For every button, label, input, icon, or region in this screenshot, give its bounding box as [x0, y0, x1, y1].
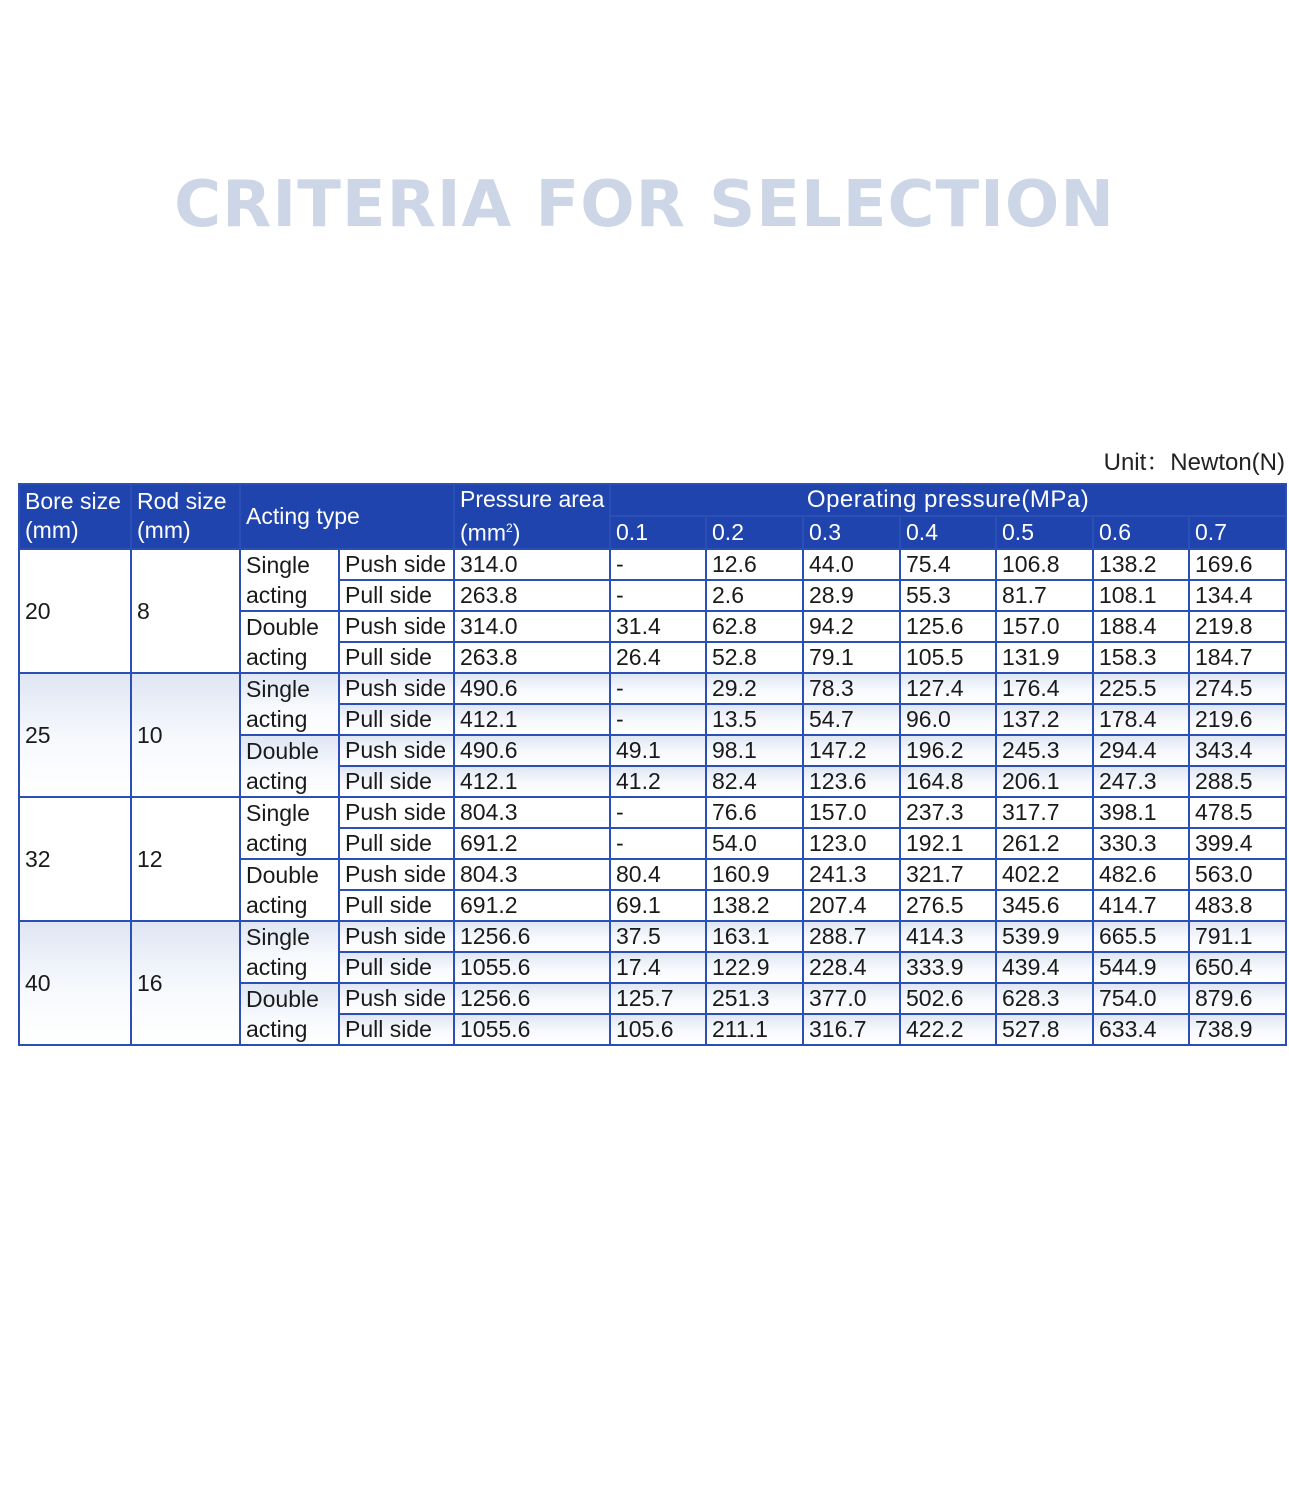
force-value-cell: 316.7: [803, 1014, 900, 1045]
pressure-area-cell: 1256.6: [454, 921, 610, 952]
force-value-cell: 414.3: [900, 921, 996, 952]
force-value-cell: 247.3: [1093, 766, 1189, 797]
force-value-cell: 628.3: [996, 983, 1093, 1014]
unit-label: Unit：Newton(N): [1103, 449, 1285, 476]
acting-type-word: acting: [246, 581, 308, 608]
pressure-area-cell: 412.1: [454, 704, 610, 735]
force-value-cell: 54.0: [706, 828, 803, 859]
pressure-area-cell: 691.2: [454, 828, 610, 859]
pressure-area-cell: 412.1: [454, 766, 610, 797]
pressure-area-cell: 263.8: [454, 642, 610, 673]
rod-size-cell: 16: [131, 921, 240, 1045]
force-value-cell: 96.0: [900, 704, 996, 735]
bore-group: [19, 549, 1286, 673]
rod-size-cell: 10: [131, 673, 240, 797]
force-value-cell: 127.4: [900, 673, 996, 704]
header-pressure-value: 0.2: [706, 516, 803, 548]
force-value-cell: 160.9: [706, 859, 803, 890]
force-value-cell: 2.6: [706, 580, 803, 611]
force-value-cell: -: [610, 580, 706, 611]
acting-type-word: acting: [246, 767, 308, 794]
pressure-area-cell: 1256.6: [454, 983, 610, 1014]
pressure-area-cell: 804.3: [454, 797, 610, 828]
bore-size-cell: 20: [19, 549, 131, 673]
side-cell: Push side: [339, 611, 454, 642]
force-value-cell: 665.5: [1093, 921, 1189, 952]
header-pressure-value: 0.3: [803, 516, 900, 548]
force-value-cell: 422.2: [900, 1014, 996, 1045]
force-value-cell: 241.3: [803, 859, 900, 890]
acting-type-word: acting: [246, 1015, 308, 1042]
force-value-cell: 879.6: [1189, 983, 1286, 1014]
force-value-cell: -: [610, 797, 706, 828]
force-value-cell: 147.2: [803, 735, 900, 766]
force-value-cell: 76.6: [706, 797, 803, 828]
force-value-cell: 69.1: [610, 890, 706, 921]
force-value-cell: 157.0: [996, 611, 1093, 642]
force-value-cell: 131.9: [996, 642, 1093, 673]
force-value-cell: 163.1: [706, 921, 803, 952]
force-value-cell: 225.5: [1093, 673, 1189, 704]
side-cell: Push side: [339, 797, 454, 828]
force-value-cell: 237.3: [900, 797, 996, 828]
table-row: [19, 797, 1286, 828]
side-cell: Pull side: [339, 704, 454, 735]
rod-size-cell: 8: [131, 549, 240, 673]
force-value-cell: 75.4: [900, 549, 996, 580]
header-rod-size-unit: (mm): [137, 517, 191, 544]
pressure-area-cell: 1055.6: [454, 1014, 610, 1045]
side-cell: Push side: [339, 549, 454, 580]
force-value-cell: 288.7: [803, 921, 900, 952]
force-value-cell: 527.8: [996, 1014, 1093, 1045]
acting-type-word: Double: [246, 737, 319, 764]
force-value-cell: 439.4: [996, 952, 1093, 983]
side-cell: Pull side: [339, 766, 454, 797]
force-value-cell: 483.8: [1189, 890, 1286, 921]
force-value-cell: 26.4: [610, 642, 706, 673]
side-cell: Push side: [339, 673, 454, 704]
pressure-area-cell: 263.8: [454, 580, 610, 611]
force-value-cell: 207.4: [803, 890, 900, 921]
side-cell: Push side: [339, 921, 454, 952]
acting-type-word: Single: [246, 799, 310, 826]
acting-type-cell: [240, 673, 339, 735]
acting-type-cell: [240, 549, 339, 611]
force-value-cell: 80.4: [610, 859, 706, 890]
force-value-cell: 55.3: [900, 580, 996, 611]
force-value-cell: 399.4: [1189, 828, 1286, 859]
force-value-cell: 37.5: [610, 921, 706, 952]
header-pressure-area-unit-open: (mm: [460, 519, 506, 546]
header-bore-size-label: Bore size: [25, 488, 121, 515]
force-value-cell: 539.9: [996, 921, 1093, 952]
force-value-cell: 228.4: [803, 952, 900, 983]
force-value-cell: 219.8: [1189, 611, 1286, 642]
force-value-cell: 184.7: [1189, 642, 1286, 673]
force-value-cell: 206.1: [996, 766, 1093, 797]
bore-group: [19, 921, 1286, 1045]
acting-type-cell: [240, 735, 339, 797]
force-value-cell: 125.6: [900, 611, 996, 642]
force-value-cell: 138.2: [706, 890, 803, 921]
force-value-cell: 633.4: [1093, 1014, 1189, 1045]
bore-size-cell: 32: [19, 797, 131, 921]
header-bore-size: [19, 484, 131, 549]
force-value-cell: 28.9: [803, 580, 900, 611]
force-value-cell: 108.1: [1093, 580, 1189, 611]
force-value-cell: 482.6: [1093, 859, 1189, 890]
force-value-cell: 98.1: [706, 735, 803, 766]
acting-type-word: Single: [246, 675, 310, 702]
table-row: [19, 549, 1286, 580]
header-pressure-area-label: Pressure area: [460, 486, 605, 512]
force-value-cell: 188.4: [1093, 611, 1189, 642]
force-value-cell: 49.1: [610, 735, 706, 766]
force-value-cell: 274.5: [1189, 673, 1286, 704]
side-cell: Pull side: [339, 890, 454, 921]
force-value-cell: 122.9: [706, 952, 803, 983]
force-value-cell: 41.2: [610, 766, 706, 797]
force-value-cell: 29.2: [706, 673, 803, 704]
side-cell: Push side: [339, 735, 454, 766]
pressure-area-cell: 691.2: [454, 890, 610, 921]
acting-type-word: Single: [246, 923, 310, 950]
acting-type-word: acting: [246, 829, 308, 856]
force-value-cell: 321.7: [900, 859, 996, 890]
force-value-cell: 343.4: [1189, 735, 1286, 766]
acting-type-word: Double: [246, 861, 319, 888]
force-value-cell: 192.1: [900, 828, 996, 859]
force-value-cell: 754.0: [1093, 983, 1189, 1014]
force-value-cell: 17.4: [610, 952, 706, 983]
table-row: [19, 921, 1286, 952]
force-value-cell: 330.3: [1093, 828, 1189, 859]
force-value-cell: 82.4: [706, 766, 803, 797]
pressure-area-cell: 490.6: [454, 735, 610, 766]
bore-group: [19, 797, 1286, 921]
force-value-cell: 345.6: [996, 890, 1093, 921]
force-value-cell: 176.4: [996, 673, 1093, 704]
force-value-cell: 377.0: [803, 983, 900, 1014]
acting-type-cell: [240, 921, 339, 983]
force-value-cell: 196.2: [900, 735, 996, 766]
header-pressure-area-exponent: 2: [506, 521, 513, 535]
force-value-cell: 157.0: [803, 797, 900, 828]
force-value-cell: 44.0: [803, 549, 900, 580]
acting-type-word: Double: [246, 613, 319, 640]
force-value-cell: 414.7: [1093, 890, 1189, 921]
force-value-cell: 178.4: [1093, 704, 1189, 735]
bore-group: [19, 673, 1286, 797]
side-cell: Pull side: [339, 1014, 454, 1045]
side-cell: Pull side: [339, 642, 454, 673]
header-pressure-value: 0.7: [1189, 516, 1286, 548]
force-value-cell: 105.6: [610, 1014, 706, 1045]
cylinder-force-table: [18, 483, 1287, 1046]
acting-type-cell: [240, 859, 339, 921]
header-pressure-area-unit-close: ): [512, 519, 521, 546]
force-value-cell: 13.5: [706, 704, 803, 735]
force-value-cell: 276.5: [900, 890, 996, 921]
page-title: CRITERIA FOR SELECTION: [174, 168, 1115, 242]
acting-type-word: acting: [246, 705, 308, 732]
force-value-cell: 738.9: [1189, 1014, 1286, 1045]
force-value-cell: 123.0: [803, 828, 900, 859]
force-value-cell: 52.8: [706, 642, 803, 673]
force-value-cell: 12.6: [706, 549, 803, 580]
side-cell: Pull side: [339, 580, 454, 611]
force-value-cell: 261.2: [996, 828, 1093, 859]
force-value-cell: 317.7: [996, 797, 1093, 828]
header-pressure-area: [454, 484, 610, 549]
side-cell: Pull side: [339, 828, 454, 859]
force-value-cell: 478.5: [1189, 797, 1286, 828]
rod-size-cell: 12: [131, 797, 240, 921]
force-value-cell: 54.7: [803, 704, 900, 735]
force-value-cell: 791.1: [1189, 921, 1286, 952]
acting-type-word: Double: [246, 985, 319, 1012]
force-value-cell: 31.4: [610, 611, 706, 642]
force-value-cell: 398.1: [1093, 797, 1189, 828]
force-value-cell: 169.6: [1189, 549, 1286, 580]
force-value-cell: 219.6: [1189, 704, 1286, 735]
bore-size-cell: 25: [19, 673, 131, 797]
header-acting-type: Acting type: [240, 484, 454, 549]
force-value-cell: -: [610, 704, 706, 735]
force-value-cell: 94.2: [803, 611, 900, 642]
force-value-cell: 134.4: [1189, 580, 1286, 611]
pressure-area-cell: 1055.6: [454, 952, 610, 983]
acting-type-cell: [240, 983, 339, 1045]
header-operating-pressure: Operating pressure(MPa): [610, 484, 1286, 516]
pressure-area-cell: 490.6: [454, 673, 610, 704]
force-value-cell: 164.8: [900, 766, 996, 797]
force-value-cell: 81.7: [996, 580, 1093, 611]
force-value-cell: 502.6: [900, 983, 996, 1014]
acting-type-word: acting: [246, 643, 308, 670]
table-row: [19, 673, 1286, 704]
header-pressure-value: 0.5: [996, 516, 1093, 548]
force-value-cell: 125.7: [610, 983, 706, 1014]
force-value-cell: 650.4: [1189, 952, 1286, 983]
acting-type-word: acting: [246, 891, 308, 918]
force-value-cell: -: [610, 828, 706, 859]
side-cell: Pull side: [339, 952, 454, 983]
acting-type-cell: [240, 797, 339, 859]
force-value-cell: 62.8: [706, 611, 803, 642]
header-pressure-value: 0.4: [900, 516, 996, 548]
force-value-cell: 78.3: [803, 673, 900, 704]
pressure-area-cell: 804.3: [454, 859, 610, 890]
force-value-cell: 288.5: [1189, 766, 1286, 797]
header-pressure-value: 0.6: [1093, 516, 1189, 548]
force-value-cell: 105.5: [900, 642, 996, 673]
header-rod-size: [131, 484, 240, 549]
pressure-area-cell: 314.0: [454, 611, 610, 642]
force-value-cell: 245.3: [996, 735, 1093, 766]
header-bore-size-unit: (mm): [25, 517, 79, 544]
header-row: [19, 484, 1286, 516]
acting-type-word: acting: [246, 953, 308, 980]
force-value-cell: -: [610, 549, 706, 580]
acting-type-cell: [240, 611, 339, 673]
force-value-cell: 79.1: [803, 642, 900, 673]
force-value-cell: 123.6: [803, 766, 900, 797]
force-value-cell: 563.0: [1189, 859, 1286, 890]
pressure-area-cell: 314.0: [454, 549, 610, 580]
force-value-cell: 137.2: [996, 704, 1093, 735]
force-value-cell: 106.8: [996, 549, 1093, 580]
force-value-cell: 138.2: [1093, 549, 1189, 580]
header-rod-size-label: Rod size: [137, 488, 227, 515]
force-value-cell: 544.9: [1093, 952, 1189, 983]
acting-type-word: Single: [246, 551, 310, 578]
force-value-cell: 402.2: [996, 859, 1093, 890]
header-pressure-value: 0.1: [610, 516, 706, 548]
side-cell: Push side: [339, 983, 454, 1014]
force-value-cell: 211.1: [706, 1014, 803, 1045]
force-value-cell: 158.3: [1093, 642, 1189, 673]
force-value-cell: 294.4: [1093, 735, 1189, 766]
side-cell: Push side: [339, 859, 454, 890]
bore-size-cell: 40: [19, 921, 131, 1045]
force-value-cell: 251.3: [706, 983, 803, 1014]
force-value-cell: -: [610, 673, 706, 704]
force-value-cell: 333.9: [900, 952, 996, 983]
